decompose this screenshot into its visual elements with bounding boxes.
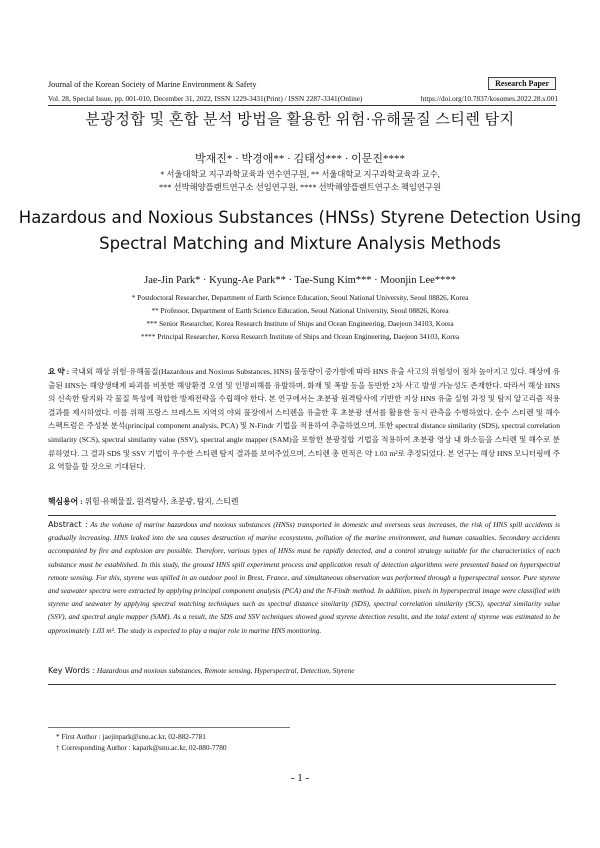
korean-abstract-label: 요 약 :	[48, 367, 70, 376]
english-abstract	[48, 518, 560, 637]
header-divider	[48, 105, 556, 106]
korean-abstract	[48, 365, 560, 474]
volume-line	[48, 94, 558, 103]
english-keywords-label: Key Words :	[48, 666, 96, 675]
page-number: - 1 -	[290, 772, 310, 784]
english-authors: Jae-Jin Park* · Kyung-Ae Park** · Tae-Sung Kim*** · Moonjin Lee****	[144, 275, 456, 286]
journal-name: Journal of the Korean Society of Marine Environment & Safety	[48, 80, 257, 89]
english-keywords	[48, 666, 355, 675]
korean-abstract-text: 국내외 해상 위험·유해물질(Hazardous and Noxious Substances, HNS) 물동량이 증가함에 따라 HNS 유출 사고의 위험성이 점차 높아지고 있다. 해상에 유출된 HNS는 해양생태계 파괴를 비롯한 해양환경 오염 및 인명피해를 유발하며, 화재 및 폭발 등을 동반한 2차 사고 발생 가능성도 존재한다. 따라서 해상 HNS의 신속한 탐지와 각 물질 특성에 적합한 방제전략을 수립해야 한다. 본 연구에서는 초분광 원격탐사에 기반한 지상 HNS 유출 실험 과정 및 탐지 알고리즘 적용 결과를 제시하였다. 이를 위해 프랑스 브레스트 지역의 야외 풀장에서 스티렌을 유출한 후 초분광 센서를 활용한 동시 관측을 수행하였다. 순수 스티렌 및 해수 스펙트럼은 주성분 분석(principal component analysis, PCA) 및 N-Findr 기법을 적용하여 추출하였으며, 또한 spectral distance similarity (SDS), spectral correlation similarity (SCS), spectral similarity value (SSV), spectral angle mapper (SAM)을 포함한 분광정합 기법을 적용하여 초분광 영상 내 화소들을 스티렌 및 해수로 분류하였다. 그 결과 SDS 및 SSV 기법이 우수한 스티렌 탐지 결과를 보여주었으며, 스티렌 총 면적은 약 1.03 m²로 추정되었다. 본 연구는 해상 HNS 모니터링에 주요 역할을 할 것으로 기대된다.	[48, 367, 560, 472]
abstract-divider	[48, 515, 556, 516]
english-abstract-label: Abstract :	[48, 520, 88, 529]
english-title-line-2: Spectral Matching and Mixture Analysis Methods	[99, 234, 501, 253]
footnote-corresponding-author: † Corresponding Author : kapark@snu.ac.kr, 02-880-7780	[56, 743, 227, 752]
english-affiliation-2: ** Professor, Department of Earth Science Education, Seoul National University, Seoul 08826, Korea	[151, 306, 449, 315]
keywords-divider	[48, 684, 556, 685]
korean-title: 분광정합 및 혼합 분석 방법을 활용한 위험·유해물질 스티렌 탐지	[85, 112, 515, 128]
volume-issn: Vol. 28, Special Issue, pp. 001-010, December 31, 2022, ISSN 1229-3431(Print) / ISSN 2287-3341(Online)	[48, 94, 363, 103]
korean-keywords-text: 위험·유해물질, 원격탐사, 초분광, 탐지, 스티렌	[84, 497, 239, 506]
korean-keywords	[48, 496, 238, 507]
english-abstract-text: As the volume of marine hazardous and noxious substances (HNSs) transported in domestic and overseas seas increases, the risk of HNS spill accidents is gradually increasing. HNS leaked into the sea causes destruction of marine ecosystems, pollution of the marine environment, and human casualties. Secondary accidents accompanied by fire and explosion are possible. Therefore, various types of HNSs must be rapidly detected, and a control strategy suitable for the characteristics of each substance must be established. In this study, the ground HNS spill experiment process and application result of detection algorithms were presented based on hyperspectral remote sensing. For this, styrene was spilled in an outdoor pool in Brest, France, and simultaneous observation was performed through a hyperspectral sensor. Pure styrene and seawater spectra were extracted by applying principal component analysis (PCA) and the N-Findr method. In addition, pixels in hyperspectral image were classified with styrene and seawater by applying spectral matching techniques such as spectral distance similarity (SDS), spectral correlation similarity (SCS), spectral similarity value (SSV), and spectral angle mapper (SAM). As a result, the SDS and SSV techniques showed good styrene detection results, and the total extent of styrene was estimated to be approximately 1.03 m². The study is expected to play a major role in marine HNS monitoring.	[48, 520, 560, 635]
footnote-first-author: * First Author : jaejinpark@snu.ac.kr, 02-882-7781	[56, 732, 206, 741]
footnote-divider	[48, 727, 290, 728]
korean-keywords-label: 핵심용어 :	[48, 497, 83, 506]
english-affiliation-1: * Postdoctoral Researcher, Department of Earth Science Education, Seoul National University, Seoul 08826, Korea	[131, 293, 469, 302]
english-title-line-1: Hazardous and Noxious Substances (HNSs) Styrene Detection Using	[18, 208, 582, 227]
doi-link[interactable]: https://doi.org/10.7837/kosomes.2022.28.s.001	[420, 94, 558, 103]
english-affiliation-3: *** Senior Researcher, Korea Research Institute of Ships and Ocean Engineering, Daejeon 34103, Korea	[146, 319, 454, 328]
korean-affiliation-2: *** 선박해양플랜트연구소 선임연구원, **** 선박해양플랜트연구소 책임연구원	[159, 183, 441, 192]
english-keywords-text: Hazardous and noxious substances, Remote sensing, Hyperspectral, Detection, Styrene	[96, 666, 355, 675]
korean-authors: 박재진* · 박경애** · 김태성*** · 이문진****	[194, 153, 405, 165]
korean-affiliation-1: * 서울대학교 지구과학교육과 연수연구원, ** 서울대학교 지구과학교육과 교수,	[160, 170, 440, 179]
article-type-badge: Research Paper	[488, 77, 556, 90]
english-affiliation-4: **** Principal Researcher, Korea Research Institute of Ships and Ocean Engineering, Daejeon 34103, Korea	[140, 332, 460, 341]
